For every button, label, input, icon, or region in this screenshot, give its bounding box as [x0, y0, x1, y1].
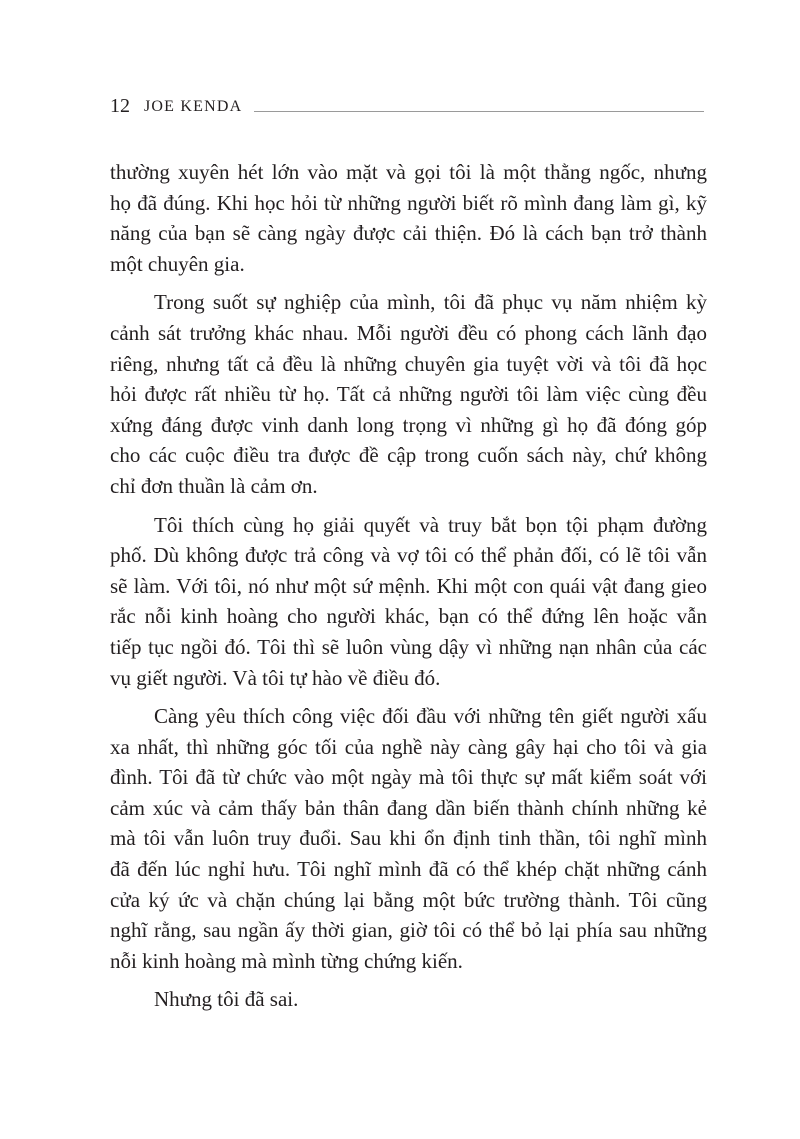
paragraph	[110, 701, 707, 976]
text-line: hỏi được rất nhiều từ họ. Tất cả những người tôi làm việc cùng đều	[110, 382, 707, 407]
text-line: sẽ làm. Với tôi, nó như một sứ mệnh. Khi một con quái vật đang gieo	[110, 573, 707, 598]
paragraph	[110, 157, 707, 279]
body-text	[110, 157, 707, 1023]
text-line: riêng, nhưng tất cả đều là những chuyên gia tuyệt vời và tôi đã học	[110, 351, 707, 376]
text-line: Tôi thích cùng họ giải quyết và truy bắt bọn tội phạm đường	[154, 512, 707, 537]
text-line: rắc nỗi kinh hoàng cho người khác, bạn có thể đứng lên hoặc vẫn	[110, 604, 707, 629]
running-header	[110, 90, 704, 116]
text-line: tiếp tục ngồi đó. Tôi thì sẽ luôn vùng dậy vì những nạn nhân của các	[110, 634, 707, 659]
text-line: đã đến lúc nghỉ hưu. Tôi nghĩ mình đã có thể khép chặt những cánh	[110, 857, 707, 882]
page-number: 12	[110, 95, 130, 117]
text-line: một chuyên gia.	[110, 251, 245, 276]
text-line: Nhưng tôi đã sai.	[154, 987, 299, 1012]
running-title: JOE KENDA	[144, 98, 243, 115]
text-line: thường xuyên hét lớn vào mặt và gọi tôi là một thằng ngốc, nhưng	[110, 160, 707, 184]
text-line: mà tôi vẫn luôn truy đuổi. Sau khi ổn định tinh thần, tôi nghĩ mình	[110, 826, 707, 851]
paragraph	[110, 510, 707, 694]
text-line: năng của bạn sẽ càng ngày được cải thiện. Đó là cách bạn trở thành	[110, 221, 707, 246]
paragraph	[110, 287, 707, 501]
text-line: họ đã đúng. Khi học hỏi từ những người biết rõ mình đang làm gì, kỹ	[110, 190, 707, 215]
text-line: cảm xúc và cảm thấy bản thân đang dần biến thành chính những kẻ	[110, 795, 707, 820]
header-rule	[254, 111, 704, 112]
text-line: Càng yêu thích công việc đối đầu với những tên giết người xấu	[154, 704, 707, 729]
text-line: Trong suốt sự nghiệp của mình, tôi đã phục vụ năm nhiệm kỳ	[154, 290, 707, 315]
text-line: nỗi kinh hoàng mà mình từng chứng kiến.	[110, 948, 463, 973]
text-line: cửa ký ức và chặn chúng lại bằng một bức trường thành. Tôi cũng	[110, 887, 707, 912]
paragraph	[110, 984, 707, 1015]
text-line: cho các cuộc điều tra được đề cập trong cuốn sách này, chứ không	[110, 443, 707, 468]
text-line: nghĩ rằng, sau ngần ấy thời gian, giờ tôi có thể bỏ lại phía sau những	[110, 918, 707, 943]
text-line: đình. Tôi đã từ chức vào một ngày mà tôi thực sự mất kiểm soát với	[110, 765, 707, 790]
text-line: phố. Dù không được trả công và vợ tôi có thể phản đối, có lẽ tôi vẫn	[110, 543, 707, 568]
text-line: vụ giết người. Và tôi tự hào về điều đó.	[110, 665, 441, 690]
text-line: xứng đáng được vinh danh long trọng vì những gì họ đã đóng góp	[110, 412, 707, 437]
text-line: chỉ đơn thuần là cảm ơn.	[110, 473, 318, 498]
text-line: xa nhất, thì những góc tối của nghề này càng gây hại cho tôi và gia	[110, 734, 707, 759]
text-line: cảnh sát trưởng khác nhau. Mỗi người đều có phong cách lãnh đạo	[110, 320, 707, 345]
